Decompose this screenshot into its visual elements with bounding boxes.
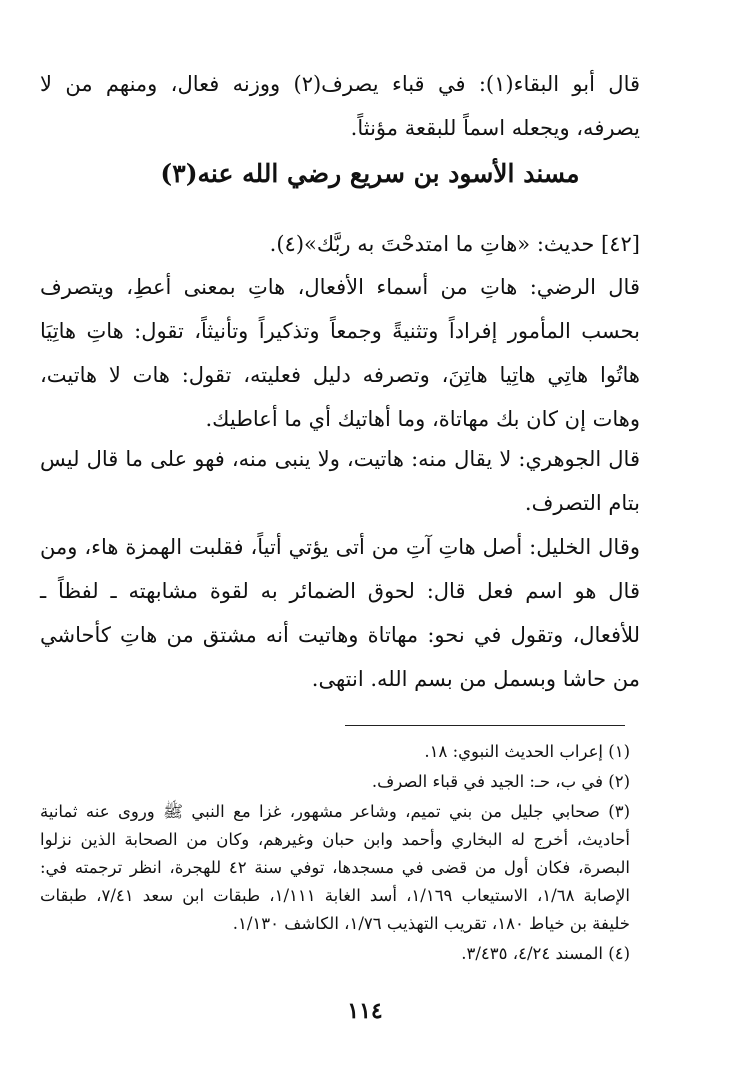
paragraph-jawhari: قال الجوهري: لا يقال منه: هاتيت، ولا ينبى منه، فهو على ما قال ليس بتام التصرف. xyxy=(40,447,640,515)
footnote-3: (٣) صحابي جليل من بني تميم، وشاعر مشهور، غزا مع النبي ﷺ وروى عنه ثمانية أحاديث، أخرج له البخاري وأحمد وابن حبان وغيرهم، وكان من الصحابة الذين نزلوا البصرة، فكان أول من قضى في مسجدها، توفي سنة ٤٢ للهجرة، انظر ترجمته في: الإصابة ١/٦٨، الاستيعاب ١/١٦٩، أسد الغابة ١/١١١، طبقات ابن سعد ٧/٤١، طبقات خليفة بن خياط ١٨٠، تقريب التهذيب ١/٧٦، الكاشف ١/١٣٠. xyxy=(40,802,631,933)
footnotes xyxy=(40,738,630,970)
footnote-4: (٤) المسند ٤/٢٤، ٣/٤٣٥. xyxy=(461,944,630,963)
footnote-separator xyxy=(345,725,625,726)
paragraph-abu-albaqa: قال أبو البقاء(١): في قباء يصرف(٢) ووزنه فعال، ومنهم من لا يصرفه، ويجعله اسماً للبقعة مؤنثاً. xyxy=(40,72,641,140)
page-number: ١١٤ xyxy=(347,998,383,1024)
hadith-line: [٤٢] حديث: «هاتِ ما امتدحْتَ به ربَّك»(٤). xyxy=(269,232,640,256)
footnote-2: (٢) في ب، حـ: الجيد في قباء الصرف. xyxy=(371,772,630,791)
paragraph-radi: قال الرضي: هاتِ من أسماء الأفعال، هاتِ بمعنى أعطِ، ويتصرف بحسب المأمور إفراداً وتثنيةً وجمعاً وتذكيراً وتأنيثاً، تقول: هاتِ هاتِيَا هاتُوا هاتِي هاتِيا هاتِنَ، وتصرفه دليل فعليته، تقول: هات لا هاتيت، وهات إن كان بك مهاتاة، وما أهاتيك أي ما أعاطيك. xyxy=(40,275,640,431)
paragraph-khalil: وقال الخليل: أصل هاتِ آتِ من أتى يؤتي أتياً، فقلبت الهمزة هاء، ومن قال هو اسم فعل قال: لحوق الضمائر به لقوة مشابهته ـ لفظاً ـ للأفعال، وتقول في نحو: مهاتاة وهاتيت أنه مشتق من هاتِ كأحاشي من حاشا وبسمل من بسم الله. انتهى. xyxy=(40,535,640,691)
section-heading: مسند الأسود بن سريع رضي الله عنه(٣) xyxy=(160,159,580,188)
footnote-1: (١) إعراب الحديث النبوي: ١٨. xyxy=(424,742,630,761)
